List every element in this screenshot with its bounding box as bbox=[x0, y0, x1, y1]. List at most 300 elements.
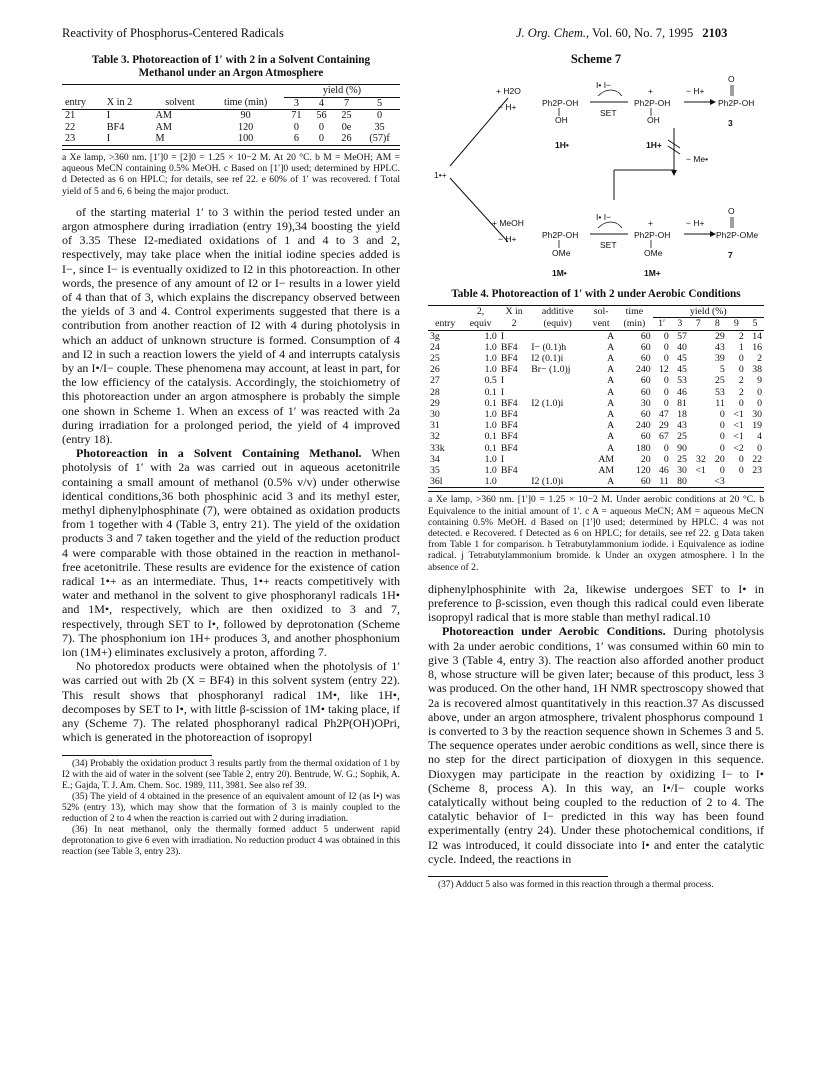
table4-cell: 0 bbox=[663, 375, 669, 387]
table4-cell: 30 bbox=[677, 465, 687, 477]
table4-header-cell: vent bbox=[592, 318, 610, 330]
table4-cell: I bbox=[500, 330, 505, 342]
table4-cell: 30 bbox=[640, 397, 651, 409]
table4-cell: 1.0 bbox=[484, 341, 497, 353]
table4-cell: 40 bbox=[677, 341, 687, 353]
table4-cell: 120 bbox=[635, 465, 651, 477]
table4-cell: 60 bbox=[640, 341, 651, 353]
table4-cell: 33k bbox=[430, 442, 445, 454]
table4-cell: I2 (1.0)i bbox=[531, 397, 564, 409]
footnote: (34) Probably the oxidation product 3 results partly from the thermal oxidation of 1 by I2 with the aid of water in the solvent (see Table 2, entry 20). Bentrude, W. G.; Sophik, A. E.; Gajda, T. J. Am. Chem. Soc. 1989, 111, 3981. See also ref 39. bbox=[62, 758, 400, 791]
table3-cell: 25 bbox=[341, 110, 352, 122]
table4-cell: 1.0 bbox=[484, 409, 497, 421]
table4-cell: 0 bbox=[663, 397, 669, 409]
table4-cell: A bbox=[607, 341, 615, 353]
table4-cell bbox=[727, 476, 746, 488]
scheme-set-2: SET bbox=[600, 240, 617, 251]
table4-header-cell: (min) bbox=[623, 318, 646, 330]
scheme-oh-1: OH bbox=[555, 115, 568, 126]
table4-cell bbox=[689, 330, 708, 342]
table4-cell: 57 bbox=[677, 330, 687, 342]
table4-row bbox=[428, 454, 764, 465]
journal-volume: Vol. 60, No. 7, 1995 bbox=[592, 26, 694, 40]
table4-cell: 20 bbox=[715, 453, 725, 465]
table4-cell: 0.5 bbox=[484, 375, 497, 387]
table4-cell: I2 (0.1)i bbox=[531, 353, 564, 365]
table3-header-cell: 4 bbox=[318, 97, 324, 109]
table4-cell: 0.1 bbox=[484, 442, 497, 454]
scheme-1m-radical: 1M• bbox=[552, 268, 567, 279]
table4-cell bbox=[746, 476, 764, 488]
table4-cell: 0 bbox=[757, 386, 762, 398]
table4-cell: 31 bbox=[430, 420, 440, 432]
table4-header-cell: 9 bbox=[733, 318, 739, 330]
table4-cell: 20 bbox=[640, 453, 651, 465]
table3-cell: 71 bbox=[291, 110, 302, 122]
table4-cell: 1.0 bbox=[484, 453, 497, 465]
scheme-ph2poh-5: Ph2P-OH bbox=[634, 230, 671, 241]
table4-cell: 9 bbox=[757, 375, 762, 387]
scheme-ph2pome: Ph2P-OMe bbox=[716, 230, 759, 241]
table4-cell: A bbox=[607, 375, 615, 387]
table4-header-cell: 5 bbox=[752, 318, 758, 330]
scheme-1h-radical: 1H• bbox=[555, 140, 569, 151]
table4-cell bbox=[529, 443, 586, 454]
table4-cell: <3 bbox=[714, 476, 725, 488]
table4-header-cell: entry bbox=[435, 318, 456, 330]
table4-cell: <1 bbox=[733, 409, 744, 421]
table4-cell: 60 bbox=[640, 330, 651, 342]
table4-cell: 36l bbox=[430, 476, 443, 488]
paragraph-text: diphenylphosphinite with 2a, likewise undergoes SET to I• in preference to β-scission, even though this radical could even liberate isopropyl radical that is more stable than methyl radical.10 bbox=[428, 581, 764, 625]
table4-cell: 25 bbox=[715, 375, 725, 387]
table4-cell: 39 bbox=[715, 353, 725, 365]
left-footnotes bbox=[62, 759, 400, 858]
table3-row bbox=[62, 133, 400, 145]
table4-cell bbox=[529, 431, 586, 442]
table4-cell bbox=[499, 476, 529, 488]
table4-header-cell: (equiv) bbox=[543, 318, 572, 330]
table4-row bbox=[428, 409, 764, 420]
table4-cell: 1.0 bbox=[484, 420, 497, 432]
table4-cell: 0 bbox=[719, 465, 725, 477]
table4-cell: A bbox=[607, 353, 615, 365]
table4-cell: 0 bbox=[719, 442, 725, 454]
table4-cell: 60 bbox=[640, 353, 651, 365]
table4-cell: 60 bbox=[640, 409, 651, 421]
left-body-text bbox=[62, 205, 400, 745]
table4-cell: A bbox=[607, 442, 615, 454]
table4-cell: 180 bbox=[635, 442, 651, 454]
scheme-ph2poh-3: Ph2P-OH bbox=[718, 98, 755, 109]
table4-cell: A bbox=[607, 409, 615, 421]
table3-cell: 56 bbox=[316, 110, 327, 122]
table4-cell bbox=[529, 465, 586, 476]
table4-caption: Table 4. Photoreaction of 1′ with 2 under Aerobic Conditions bbox=[451, 288, 741, 301]
table4-cell: BF4 bbox=[500, 465, 518, 477]
table4-cell: 1.0 bbox=[484, 364, 497, 376]
table4-row bbox=[428, 465, 764, 476]
table4-cell bbox=[689, 443, 708, 454]
scheme-start-label: 1•+ bbox=[434, 170, 447, 181]
table4-cell: 29 bbox=[658, 420, 669, 432]
table3-cell: I bbox=[106, 110, 111, 122]
table4-cell: 43 bbox=[715, 341, 725, 353]
table4-row bbox=[428, 387, 764, 398]
table4-cell: <1 bbox=[733, 420, 744, 432]
table4-cell: 0 bbox=[719, 431, 725, 443]
table3-cell: 21 bbox=[65, 110, 76, 122]
table3-cell: 0 bbox=[376, 110, 383, 122]
table4-cell: 0 bbox=[738, 353, 744, 365]
running-header-left: Reactivity of Phosphorus-Centered Radicals bbox=[62, 26, 284, 40]
table4-header-top-cell bbox=[428, 306, 462, 318]
table3-cell: BF4 bbox=[106, 121, 125, 133]
table3-header-cell: solvent bbox=[165, 97, 195, 109]
body-paragraph bbox=[428, 582, 764, 625]
table3-cell: 0 bbox=[318, 133, 324, 145]
table3-caption: Table 3. Photoreaction of 1′ with 2 in a Solvent Containing Methanol under an Argon Atmosphere bbox=[91, 54, 371, 79]
scheme-minus-me: − Me• bbox=[686, 154, 709, 165]
table3-cell: 35 bbox=[374, 121, 385, 133]
table4-row bbox=[428, 398, 764, 409]
table4-cell bbox=[689, 398, 708, 409]
table4-cell: 38 bbox=[752, 364, 762, 376]
scheme-set-1: SET bbox=[600, 108, 617, 119]
table4-cell: 29 bbox=[715, 330, 725, 342]
table4-cell: BF4 bbox=[500, 397, 518, 409]
scheme-oh-2: OH bbox=[647, 115, 660, 126]
table4-cell bbox=[689, 364, 708, 375]
table3-header-cell: 3 bbox=[293, 97, 299, 109]
running-header-right bbox=[516, 26, 727, 41]
table4-cell: 14 bbox=[752, 330, 762, 342]
paragraph-text: When photolysis of 1′ with 2a was carried out in aqueous acetonitrile containing a small amount of methanol (0.5% v/v) under otherwise identical conditions,36 both phosphinic acid 3 and its methyl ester, methyl diphenylphosphinate (7), were obtained as oxidation products from 1 together with 4 (Table 3, entry 21). The yield of the oxidation products 3 and 7 taken together and the yield of the reduction product 4 were comparable with those obtained in the reaction in methanol-free acetonitrile. These results are evidence for the existence of cation radical 1•+ as an intermediate. Thus, 1•+ reacts competitively with water and methanol in the solvent to give phosphoranyl radicals 1H• and 1M•, respectively, which are then oxidized to 3 and 7, respectively, through SET to I•, followed by deprotonation (Scheme 7). The phosphonium ion 1H+ produces 3, and another phosphonium ion (1M+) eliminates exclusively a proton, affording 7. bbox=[62, 446, 400, 660]
table4-cell: Br− (1.0)j bbox=[531, 364, 571, 376]
scheme-ome-1: OMe bbox=[552, 248, 571, 259]
table4-cell: 46 bbox=[677, 386, 687, 398]
scheme-minus-h-4: − H+ bbox=[686, 218, 705, 229]
table3-cell: 100 bbox=[237, 133, 254, 145]
table4-cell: 0 bbox=[663, 330, 669, 342]
table4-cell: 60 bbox=[640, 375, 651, 387]
table4-cell: <2 bbox=[733, 442, 744, 454]
table4-row bbox=[428, 476, 764, 488]
scheme7-diagram bbox=[428, 66, 764, 278]
table4-row bbox=[428, 364, 764, 375]
paragraph-text: of the starting material 1′ to 3 within the period tested under an argon atmosphere during irradiation (entry 19),34 boosting the yield of 3.35 These I2-mediated oxidations of 1 and 4 to 3 and 2, respectively, may take place when the initial iodine species added is I−, since I− is eventually oxidized to I2 in this photoreaction. In other words, the presence of any amount of I2 or I− results in a lower yield of 4 than that of 3, which explains the discrepancy observed between the yields of 3 and 4. Control experiments suggested that there is a contribution from another reaction of I2 with 4 during photolysis in which an adduct of unknown structure is formed. Consumption of 4 and I2 in such a reaction lowers the yield of 4 and interrupts catalysis by an I•/I− couple. These phenomena may account, at least in part, for the low efficiency of the catalysis. Accordingly, the stoichiometry of this photoreaction under an argon atmosphere is probably the simple one shown in Scheme 1. When an excess of 1′ was reacted with 2a during irradiation for a prolonged period, the yield of 4 improved (entry 18). bbox=[62, 204, 400, 447]
table4-cell: 0 bbox=[757, 442, 762, 454]
scheme-1h-cation: 1H+ bbox=[646, 140, 662, 151]
table4-header-cell: 1′ bbox=[658, 318, 666, 330]
table3-row bbox=[62, 110, 400, 122]
table3-header-cell: entry bbox=[65, 97, 86, 109]
table4-cell: 12 bbox=[658, 364, 669, 376]
scheme-h2o: + H2O bbox=[496, 86, 521, 97]
table4-cell: 16 bbox=[752, 341, 762, 353]
table4-header-top-cell: time bbox=[625, 306, 644, 318]
table4-cell bbox=[529, 409, 586, 420]
table3-cell: 22 bbox=[65, 121, 76, 133]
table4-cell: 53 bbox=[677, 375, 687, 387]
table4-cell: A bbox=[607, 330, 615, 342]
table3-cell: 26 bbox=[341, 133, 352, 145]
table4-cell: 25 bbox=[677, 431, 687, 443]
table4-header-top-cell: additive bbox=[541, 306, 574, 318]
footnote-rule-right bbox=[428, 876, 608, 877]
table4-cell: 0 bbox=[663, 442, 669, 454]
scheme7-title: Scheme 7 bbox=[570, 52, 622, 66]
table4 bbox=[428, 305, 764, 488]
table4-cell: 0 bbox=[663, 353, 669, 365]
table4-cell: 23 bbox=[752, 465, 762, 477]
table4-row bbox=[428, 431, 764, 442]
table4-cell: 25 bbox=[677, 453, 687, 465]
body-paragraph bbox=[62, 659, 400, 744]
table4-cell: I bbox=[500, 453, 505, 465]
table4-cell: BF4 bbox=[500, 364, 518, 376]
table4-header-cell: 2 bbox=[511, 318, 517, 330]
table4-cell: 1.0 bbox=[484, 353, 497, 365]
table3-row bbox=[62, 122, 400, 134]
table4-header-cell: 3 bbox=[677, 318, 683, 330]
table4-header-cell: 8 bbox=[714, 318, 720, 330]
table4-cell: 24 bbox=[430, 341, 440, 353]
table3-cell: AM bbox=[155, 121, 172, 133]
scheme-iodine-1: I• I− bbox=[596, 80, 612, 91]
scheme-ph2poh-4: Ph2P-OH bbox=[542, 230, 579, 241]
table4-cell: 19 bbox=[752, 420, 762, 432]
table4-cell bbox=[529, 454, 586, 465]
table4-cell: A bbox=[607, 476, 615, 488]
table4-cell bbox=[529, 375, 586, 386]
table4-cell: 25 bbox=[430, 353, 440, 365]
table4-cell: BF4 bbox=[500, 409, 518, 421]
table3-cell: I bbox=[106, 133, 111, 145]
table4-cell: <1 bbox=[733, 431, 744, 443]
table4-cell: 0 bbox=[719, 420, 725, 432]
table4-cell: 18 bbox=[677, 409, 687, 421]
table4-cell: 60 bbox=[640, 476, 651, 488]
scheme-o-2: O bbox=[728, 206, 735, 217]
table4-cell: 0.1 bbox=[484, 386, 497, 398]
table4-cell: 4 bbox=[757, 431, 762, 443]
table4-cell: I2 (1.0)i bbox=[531, 476, 564, 488]
table4-cell: 32 bbox=[696, 453, 706, 465]
left-column bbox=[62, 52, 400, 858]
table4-header-cell: equiv bbox=[469, 318, 492, 330]
table4-cell: I− (0.1)h bbox=[531, 341, 567, 353]
paragraph-text: No photoredox products were obtained when the photolysis of 1′ was carried out with 2b (X = BF4) in this solvent system (entry 22). This result shows that phosphoranyl radical 1M•, like 1H•, decomposes by SET to I•, with little β-scission of 1M• taking place, if any (Scheme 7). The related phosphoranyl radical Ph2P(OH)OPri, which is generated in the photoreaction of isopropyl bbox=[62, 659, 400, 745]
table4-cell bbox=[689, 420, 708, 431]
table3-cell: (57)f bbox=[369, 133, 390, 145]
body-paragraph bbox=[428, 624, 764, 865]
footnote: (36) In neat methanol, only the thermally formed adduct 5 underwent rapid deprotonation to give 6 even with irradiation. No reduction product 4 was obtained in this reaction (see Table 3, entry 23). bbox=[62, 824, 400, 857]
table4-cell: 0 bbox=[757, 397, 762, 409]
table4-row bbox=[428, 330, 764, 342]
table4-header-top-cell: 2, bbox=[476, 306, 485, 318]
table4-cell: 32 bbox=[430, 431, 440, 443]
table4-cell bbox=[529, 420, 586, 431]
table3-header-cell: 5 bbox=[376, 97, 383, 109]
scheme-meoh: + MeOH bbox=[492, 218, 524, 229]
table4-cell: 1 bbox=[738, 341, 744, 353]
scheme-minus-h-2: − H+ bbox=[686, 86, 705, 97]
right-body-text bbox=[428, 582, 764, 866]
table4-cell: 11 bbox=[715, 397, 725, 409]
table3-cell: 90 bbox=[240, 110, 251, 122]
table3-cell: M bbox=[155, 133, 165, 145]
scheme-plus-2: + bbox=[648, 218, 653, 229]
table4-cell: 90 bbox=[677, 442, 687, 454]
journal-name: J. Org. Chem., bbox=[516, 26, 590, 40]
table4-cell: AM bbox=[598, 465, 615, 477]
right-column bbox=[428, 52, 764, 891]
table4-cell: 22 bbox=[752, 453, 762, 465]
table4-cell: 2 bbox=[738, 330, 744, 342]
scheme-o-1: O bbox=[728, 74, 735, 85]
table4-cell: 27 bbox=[430, 375, 440, 387]
table4-cell bbox=[689, 353, 708, 364]
table3-cell: 0e bbox=[341, 121, 352, 133]
table4-cell: 3g bbox=[430, 330, 440, 342]
table4-cell: 46 bbox=[658, 465, 669, 477]
right-footnotes bbox=[428, 880, 764, 891]
table4-cell: A bbox=[607, 397, 615, 409]
table3-cell: 0 bbox=[293, 121, 299, 133]
section-heading: Photoreaction in a Solvent Containing Methanol. bbox=[76, 446, 362, 461]
scheme-product-3: 3 bbox=[728, 118, 733, 129]
scheme-product-7: 7 bbox=[728, 250, 733, 261]
table4-cell: 0 bbox=[719, 409, 725, 421]
scheme-ome-2: OMe bbox=[644, 248, 663, 259]
table4-cell bbox=[689, 431, 708, 442]
table4-cell bbox=[689, 387, 708, 398]
table4-cell: AM bbox=[598, 453, 615, 465]
footnote: (35) The yield of 4 obtained in the presence of an equivalent amount of I2 (as I•) was 52% (entry 13), which may show that the formation of 3 is mainly coupled to the reduction of 2 to 4 when the reaction is carried out with 2 during irradiation. bbox=[62, 791, 400, 824]
table4-cell: BF4 bbox=[500, 353, 518, 365]
table3-cell: 23 bbox=[65, 133, 76, 145]
table4-cell: BF4 bbox=[500, 442, 518, 454]
table4-cell: 0.1 bbox=[484, 431, 497, 443]
table4-cell: 240 bbox=[635, 364, 651, 376]
table4-cell: 0 bbox=[663, 386, 669, 398]
table4-cell: <1 bbox=[695, 465, 706, 477]
section-heading: Photoreaction under Aerobic Conditions. bbox=[442, 624, 666, 639]
table4-cell: 0 bbox=[738, 364, 744, 376]
table4-cell: A bbox=[607, 386, 615, 398]
table4-row bbox=[428, 353, 764, 364]
paragraph-text: During photolysis with 2a under aerobic conditions, 1′ was consumed within 60 min to give 3 (Table 4, entry 3). The reaction also afforded another product 8, whose structure will be given later; because of this product, less 3 was produced. On the other hand, 1H NMR spectroscopy showed that 2a is recovered almost quantitatively in this reaction.37 As discussed above, under an argon atmosphere, trivalent phosphorus compound 1 is converted to 3 by the reaction sequence shown in Schemes 3 and 5. The sequence operates under aerobic conditions as well, since there is no step for the direct participation of dioxygen in this sequence. Dioxygen may participate in the reaction by oxidizing I− to I• (Scheme 8, process A). In this way, an I•/I− couple works catalytically without being coupled to the reduction of 2 to 4. The catalytic behavior of I− predicted in this way has been found experimentally (entry 24). Under these photochemical conditions, if I2 was introduced, it could dissociate into I• and enter the catalytic cycle. Indeed, the reactions in bbox=[428, 624, 764, 866]
table4-cell: 1.0 bbox=[484, 330, 497, 342]
table4-cell: 1.0 bbox=[484, 465, 497, 477]
table4-cell: 30 bbox=[430, 409, 440, 421]
table4-cell: 1.0 bbox=[484, 476, 497, 488]
table4-header-cell: 7 bbox=[695, 318, 701, 330]
table4-cell: 81 bbox=[677, 397, 687, 409]
table4-cell: 0 bbox=[738, 465, 744, 477]
table4-cell: 0.1 bbox=[484, 397, 497, 409]
table4-cell bbox=[529, 387, 586, 398]
table3-header-cell: X in 2 bbox=[106, 97, 133, 109]
table4-row bbox=[428, 342, 764, 353]
footnote-rule bbox=[62, 755, 212, 756]
scheme-minus-h-3: − H+ bbox=[498, 234, 517, 245]
table4-cell: 11 bbox=[659, 476, 669, 488]
table4-header-top-cell: X in bbox=[505, 306, 523, 318]
table3 bbox=[62, 84, 400, 146]
table4-cell bbox=[689, 375, 708, 386]
body-paragraph bbox=[62, 205, 400, 446]
table4-cell: 5 bbox=[719, 364, 725, 376]
table3-cell: 0 bbox=[318, 121, 324, 133]
scheme-minus-h: − H+ bbox=[498, 102, 517, 113]
table4-cell: 43 bbox=[677, 420, 687, 432]
table4-cell bbox=[689, 476, 708, 488]
table3-yield-header: yield (%) bbox=[284, 85, 400, 98]
table4-cell: 47 bbox=[658, 409, 669, 421]
scheme-ph2poh-1: Ph2P-OH bbox=[542, 98, 579, 109]
table4-cell bbox=[529, 330, 586, 342]
table4-cell: 0 bbox=[738, 453, 744, 465]
scheme-1m-cation: 1M+ bbox=[644, 268, 661, 279]
scheme-plus-1: + bbox=[648, 86, 653, 97]
table4-row bbox=[428, 420, 764, 431]
table4-cell: 0 bbox=[663, 341, 669, 353]
table4-cell: 60 bbox=[640, 386, 651, 398]
table4-cell: 80 bbox=[677, 476, 687, 488]
table3-header-cell: time (min) bbox=[223, 97, 268, 109]
page-number: 2103 bbox=[702, 26, 728, 40]
table3-footnote: a Xe lamp, >360 nm. [1′]0 = [2]0 = 1.25 × 10−2 M. At 20 °C. b M = MeOH; AM = aqueous MeCN containing 0.5% MeOH. c Based on [1′]0 used; determined by HPLC. d Detected as 6 on HPLC; for details, see ref 22. e 60% of 1′ was recovered. f Total yield of 5 and 6, 6 being the major product. bbox=[62, 149, 400, 197]
scheme-iodine-2: I• I− bbox=[596, 212, 612, 223]
table4-cell: 0 bbox=[663, 453, 669, 465]
table4-cell: 2 bbox=[757, 353, 762, 365]
table3-cell: AM bbox=[155, 110, 172, 122]
table4-cell: 28 bbox=[430, 386, 440, 398]
table4-cell: I bbox=[500, 375, 505, 387]
scheme-ph2poh-2: Ph2P-OH bbox=[634, 98, 671, 109]
table4-cell: 240 bbox=[635, 420, 651, 432]
footnote: (37) Adduct 5 also was formed in this reaction through a thermal process. bbox=[438, 879, 714, 890]
table4-cell: 34 bbox=[430, 453, 440, 465]
table4-cell: A bbox=[607, 431, 615, 443]
table4-cell: 2 bbox=[738, 375, 744, 387]
table4-header-top-cell: sol- bbox=[593, 306, 609, 318]
body-paragraph bbox=[62, 446, 400, 659]
table4-footnote: a Xe lamp, >360 nm. [1′]0 = 1.25 × 10−2 M. Under aerobic conditions at 20 °C. b Equivalence to the initial amount of 1′. c A = aqueous MeCN; AM = aqueous MeCN containing 0.5% MeOH. d Based on [1′]0 used; determined by HPLC. 4 was not detected. e Recovered. f Detected as 6 on HPLC; for details, see ref 22. g Data taken from Table 1 for comparison. h Tetrabutylammonium iodide. i Equivalence as iodine radical. j Tetrabutylammonium bromide. k Under an oxygen atmosphere. l In the absence of 2. bbox=[428, 491, 764, 572]
table4-cell: BF4 bbox=[500, 431, 518, 443]
table4-cell bbox=[689, 409, 708, 420]
table4-cell: 26 bbox=[430, 364, 440, 376]
table4-row bbox=[428, 375, 764, 386]
table4-row bbox=[428, 443, 764, 454]
branch-line-lower bbox=[450, 178, 508, 242]
table4-cell: A bbox=[607, 420, 615, 432]
table4-cell: 2 bbox=[738, 386, 744, 398]
table4-cell: 45 bbox=[677, 353, 687, 365]
table4-cell: 60 bbox=[640, 431, 651, 443]
table4-cell: BF4 bbox=[500, 341, 518, 353]
table4-cell: 53 bbox=[715, 386, 725, 398]
table4-cell: 45 bbox=[677, 364, 687, 376]
table3-cell: 120 bbox=[237, 121, 254, 133]
table4-cell: A bbox=[607, 364, 615, 376]
table4-cell bbox=[689, 342, 708, 353]
table3-header-cell: 7 bbox=[343, 97, 350, 109]
table4-cell: 67 bbox=[658, 431, 669, 443]
table4-cell: BF4 bbox=[500, 420, 518, 432]
